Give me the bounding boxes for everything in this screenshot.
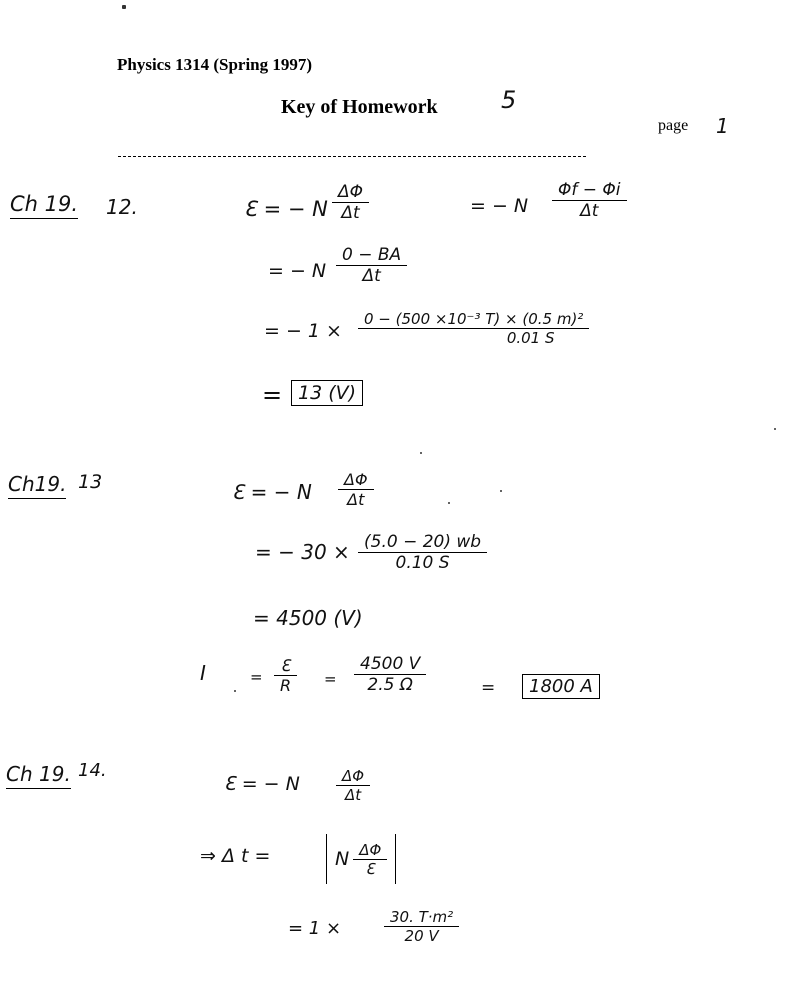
scan-speck — [500, 490, 502, 492]
denominator: 2.5 Ω — [367, 675, 413, 695]
numerator: 0 − BA — [342, 245, 402, 265]
fraction-flux — [358, 532, 487, 573]
page-title: Key of Homework — [281, 96, 438, 118]
denominator: ℇ — [365, 859, 375, 878]
scan-speck — [234, 690, 236, 692]
fraction-dphi-emf — [353, 841, 387, 878]
step-3-lhs: = − 1 × — [264, 320, 342, 342]
step-3-lhs: = 1 × — [288, 918, 342, 939]
denominator: Δt — [580, 201, 599, 221]
page-label: page — [658, 117, 689, 134]
numerator: 0 − (500 ×10⁻³ T) × (0.5 m)² — [364, 310, 584, 328]
fraction-dphi-dt — [338, 470, 374, 509]
step-3: = 4500 (V) — [253, 606, 363, 630]
emf-lhs: ℇ = − N — [232, 480, 312, 504]
numerator: ΔΦ — [338, 182, 364, 202]
fraction-numeric — [354, 654, 426, 695]
numerator: Φf − Φi — [558, 180, 621, 200]
eq-2: = — [324, 670, 337, 688]
fraction-dphi-dt — [332, 182, 369, 223]
problem-number: 12. — [106, 195, 138, 219]
scan-speck — [122, 5, 126, 9]
problem-label: Ch 19. — [10, 192, 78, 219]
numerator: 30. T·m² — [390, 908, 454, 926]
numerator: (5.0 − 20) wb — [364, 532, 482, 552]
fraction-numeric — [384, 908, 459, 945]
denominator: Δt — [344, 786, 362, 804]
scan-speck — [448, 502, 450, 504]
numerator: ℇ — [280, 656, 291, 675]
problem-label: Ch19. — [8, 472, 66, 499]
absolute-value — [326, 834, 396, 884]
emf-rhs-lhs: = − N — [470, 195, 529, 217]
homework-number: 5 — [501, 86, 517, 114]
denominator: 20 V — [404, 927, 439, 945]
fraction-numeric — [358, 310, 589, 347]
step-2-lhs: = − 30 × — [255, 540, 350, 564]
course-title: Physics 1314 (Spring 1997) — [117, 55, 313, 74]
answer-box: 13 (V) — [291, 380, 363, 406]
emf-lhs: ℇ = − N — [244, 197, 328, 221]
denominator: 0.01 S — [506, 329, 555, 347]
problem-label: Ch 19. — [6, 762, 71, 789]
fraction-dphi-dt — [336, 767, 370, 804]
denominator: Δt — [341, 203, 360, 223]
denominator: 0.10 S — [395, 553, 450, 573]
scan-speck — [420, 452, 422, 454]
numerator: ΔΦ — [342, 767, 365, 785]
page-number: 1 — [716, 114, 729, 138]
numerator: ΔΦ — [344, 470, 368, 489]
fraction-ba — [336, 245, 407, 286]
denominator: Δt — [347, 490, 365, 509]
answer-eq: = — [262, 381, 283, 409]
eq-1: = — [250, 668, 263, 686]
turns-symbol: N — [335, 848, 350, 870]
eq-3: = — [481, 678, 496, 698]
numerator: ΔΦ — [359, 840, 382, 859]
current-symbol: I — [200, 661, 206, 685]
fraction-emf-r — [274, 656, 297, 695]
step-2-lhs: ⇒ Δ t = — [200, 845, 271, 867]
answer-box: 1800 A — [522, 674, 600, 699]
problem-number: 13 — [78, 471, 103, 493]
problem-number: 14. — [78, 760, 107, 781]
fraction-flux-change — [552, 180, 627, 221]
denominator: Δt — [362, 266, 381, 286]
numerator: 4500 V — [360, 654, 421, 674]
step-2-lhs: = − N — [268, 260, 327, 282]
header-divider — [118, 156, 586, 157]
emf-lhs: ℇ = − N — [224, 773, 300, 795]
scan-speck — [774, 428, 776, 430]
denominator: R — [280, 676, 292, 695]
